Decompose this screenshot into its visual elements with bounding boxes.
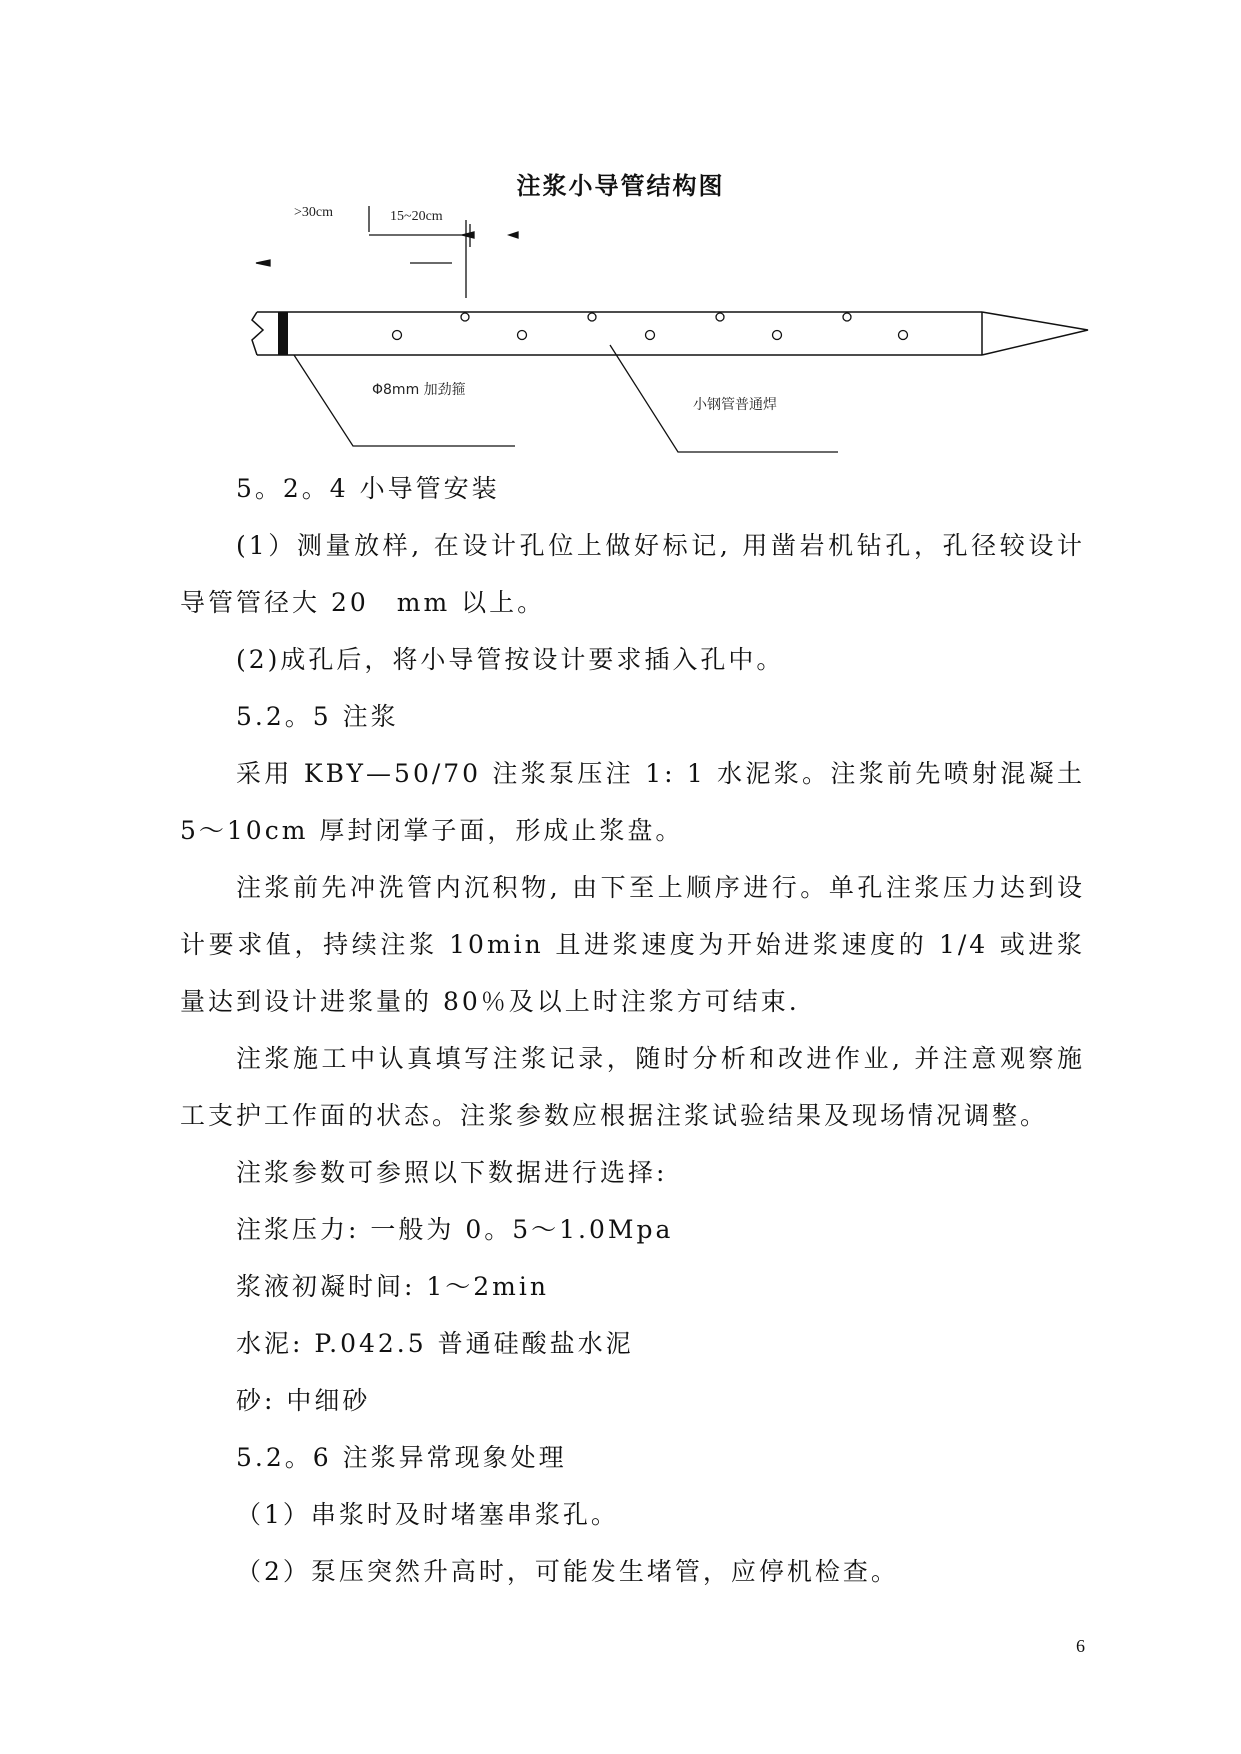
dimension-spacing-label: 15~20cm xyxy=(390,209,443,224)
reinforcing-ring-label: Φ8mm 加劲箍 xyxy=(372,382,466,398)
paragraph-2: (2)成孔后，将小导管按设计要求插入孔中。 xyxy=(236,645,785,674)
paragraph-4: 注浆前先冲洗管内沉积物, 由下至上顺序进行。单孔注浆压力达到设计要求值，持续注浆 10min 且进浆速度为开始进浆速度的 1/4 或进浆量达到设计进浆量的 80％及以上时注浆方可结束. xyxy=(180,873,1085,1016)
param-setting-time: 浆液初凝时间: 1～2min xyxy=(236,1272,549,1301)
param-cement: 水泥: P.042.5 普通硅酸盐水泥 xyxy=(236,1329,634,1358)
paragraph-1: (1）测量放样, 在设计孔位上做好标记, 用凿岩机钻孔，孔径较设计导管管径大 20 mm 以上。 xyxy=(180,531,1085,617)
reinforcing-ring xyxy=(278,312,288,355)
section-heading-5-2-6: 5.2。6 注浆异常现象处理 xyxy=(236,1443,567,1472)
dimension-left-label: >30cm xyxy=(294,205,333,220)
figure-title: 注浆小导管结构图 xyxy=(516,171,725,200)
paragraph-12: （2）泵压突然升高时，可能发生堵管，应停机检查。 xyxy=(236,1557,899,1586)
section-heading-5-2-4: 5。2。4 小导管安装 xyxy=(236,474,500,503)
grouting-pipe-diagram xyxy=(0,190,1241,460)
param-sand: 砂: 中细砂 xyxy=(236,1386,371,1415)
paragraph-5: 注浆施工中认真填写注浆记录，随时分析和改进作业, 并注意观察施工支护工作面的状态。注浆参数应根据注浆试验结果及现场情况调整。 xyxy=(180,1044,1085,1130)
weld-label: 小钢管普通焊 xyxy=(693,397,777,413)
steel-pipe xyxy=(252,312,1088,355)
param-grout-pressure: 注浆压力: 一般为 0。5～1.0Mpa xyxy=(236,1215,674,1244)
grout-holes xyxy=(393,313,908,340)
section-heading-5-2-5: 5.2。5 注浆 xyxy=(236,702,399,731)
paragraph-11: （1）串浆时及时堵塞串浆孔。 xyxy=(236,1500,619,1529)
body-text xyxy=(180,460,1085,1600)
paragraph-6: 注浆参数可参照以下数据进行选择: xyxy=(236,1158,668,1187)
page-number: 6 xyxy=(1076,1636,1085,1656)
paragraph-3: 采用 KBY—50/70 注浆泵压注 1: 1 水泥浆。注浆前先喷射混凝土 5～10cm 厚封闭掌子面，形成止浆盘。 xyxy=(180,759,1085,845)
